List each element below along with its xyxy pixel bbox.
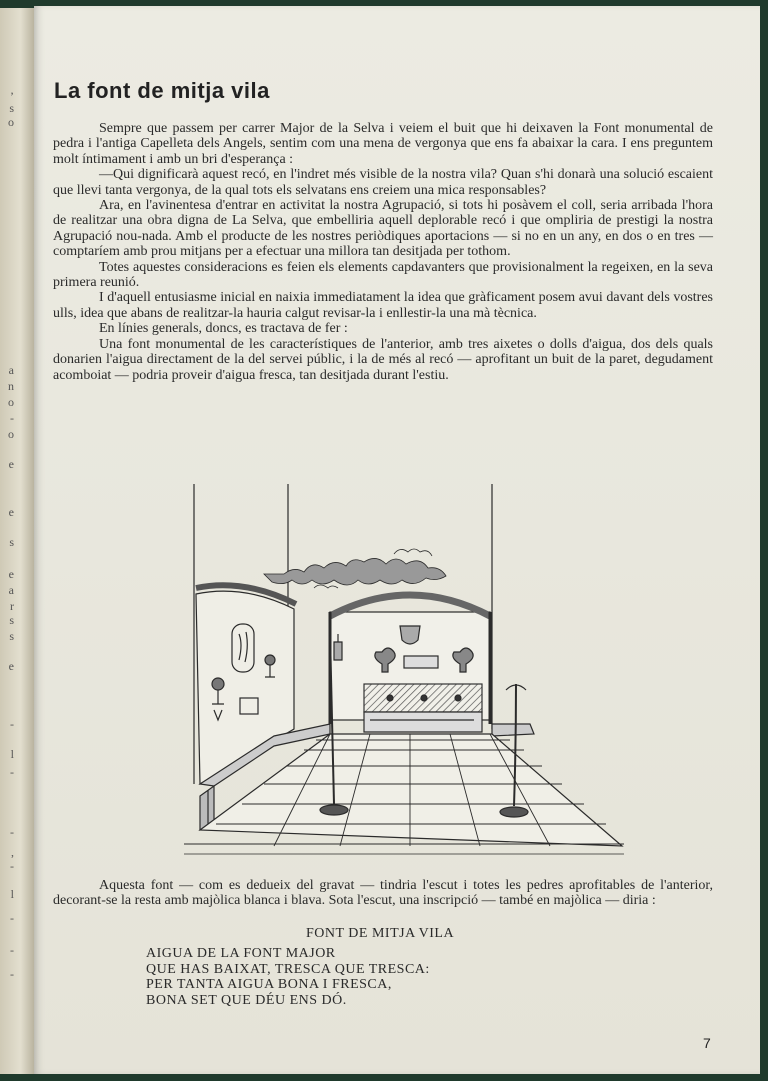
previous-page-edge: ’ s o a n o - o e e s e a r s s e - l - - , - l - - - [0,8,34,1074]
verse-line: BONA SET QUE DÉU ENS DÓ. [146,992,347,1008]
inscription-title: FONT DE MITJA VILA [306,926,455,941]
after-illustration-text [53,878,713,909]
paragraph: Una font monumental de les característiques de l'anterior, amb tres aixetes o dolls d'aigua, dos dels quals donarien l'aigua directament de la del servei públic, i la de més al recó — aprofitant un buit de la paret, degudament acomboiat — podria proveir d'aigua fresca, tan desitjada durant l'estiu. [53,336,713,383]
paragraph: Sempre que passem per carrer Major de la Selva i veiem el buit que hi deixaven la Font monumental de pedra i l'antiga Capelleta dels Angels, sentim com una mena de vergonya que ens fa abaixar la cara. I ens preguntem molt íntimament i amb un bri d'esperança : [53,121,713,167]
verse-line: PER TANTA AIGUA BONA I FRESCA, [146,977,392,992]
article-body [53,121,713,383]
paragraph: Aquesta font — com es dedueix del gravat — tindria l'escut i totes les pedres aprofitables de l'anterior, decorant-se la resta amb majòlica blanca i blava. Sota l'escut, una inscripció — també en majòlica — diria : [53,878,713,909]
fountain-illustration [154,484,634,864]
magazine-page [34,6,760,1074]
fountain-drawing [184,484,624,854]
inscription-verse [146,946,430,1008]
paragraph: En línies generals, doncs, es tractava de fer : [99,321,348,337]
page-number: 7 [703,1035,711,1051]
article-title: La font de mitja vila [54,78,270,103]
verse-line: QUE HAS BAIXAT, TRESCA QUE TRESCA: [146,961,430,977]
paragraph: I d'aquell entusiasme inicial en naixia immediatament la idea que gràficament posem avui davant dels vostres ulls, idea que abans de realitzar-la hauria calgut revisar-la i enllestir-la una mà tècnica. [53,290,713,321]
paragraph: —Qui dignificarà aquest recó, en l'indret més visible de la nostra vila? Quan s'hi donarà una solució escaient que llevi tanta vergonya, de la qual tots els selvatans ens creiem una mica responsables? [53,167,713,198]
paragraph: Totes aquestes consideracions es feien els elements capdavanters que provisionalment la regeixen, en la seva primera reunió. [53,259,713,291]
paragraph: Ara, en l'avinentesa d'entrar en activitat la nostra Agrupació, si tots hi posàvem el coll, seria arribada l'hora de realitzar una obra digna de La Selva, que embelliria aquell deplorable recó i que ompliria de prestigi la nostra Agrupació nou-nada. Amb el producte de les nostres periòdiques aportacions — si no en un any, en dos o en tres — comptaríem amb prou mitjans per a efectuar una millora tan desitjada per tothom. [53,198,713,260]
verse-line: AIGUA DE LA FONT MAJOR [146,946,336,961]
